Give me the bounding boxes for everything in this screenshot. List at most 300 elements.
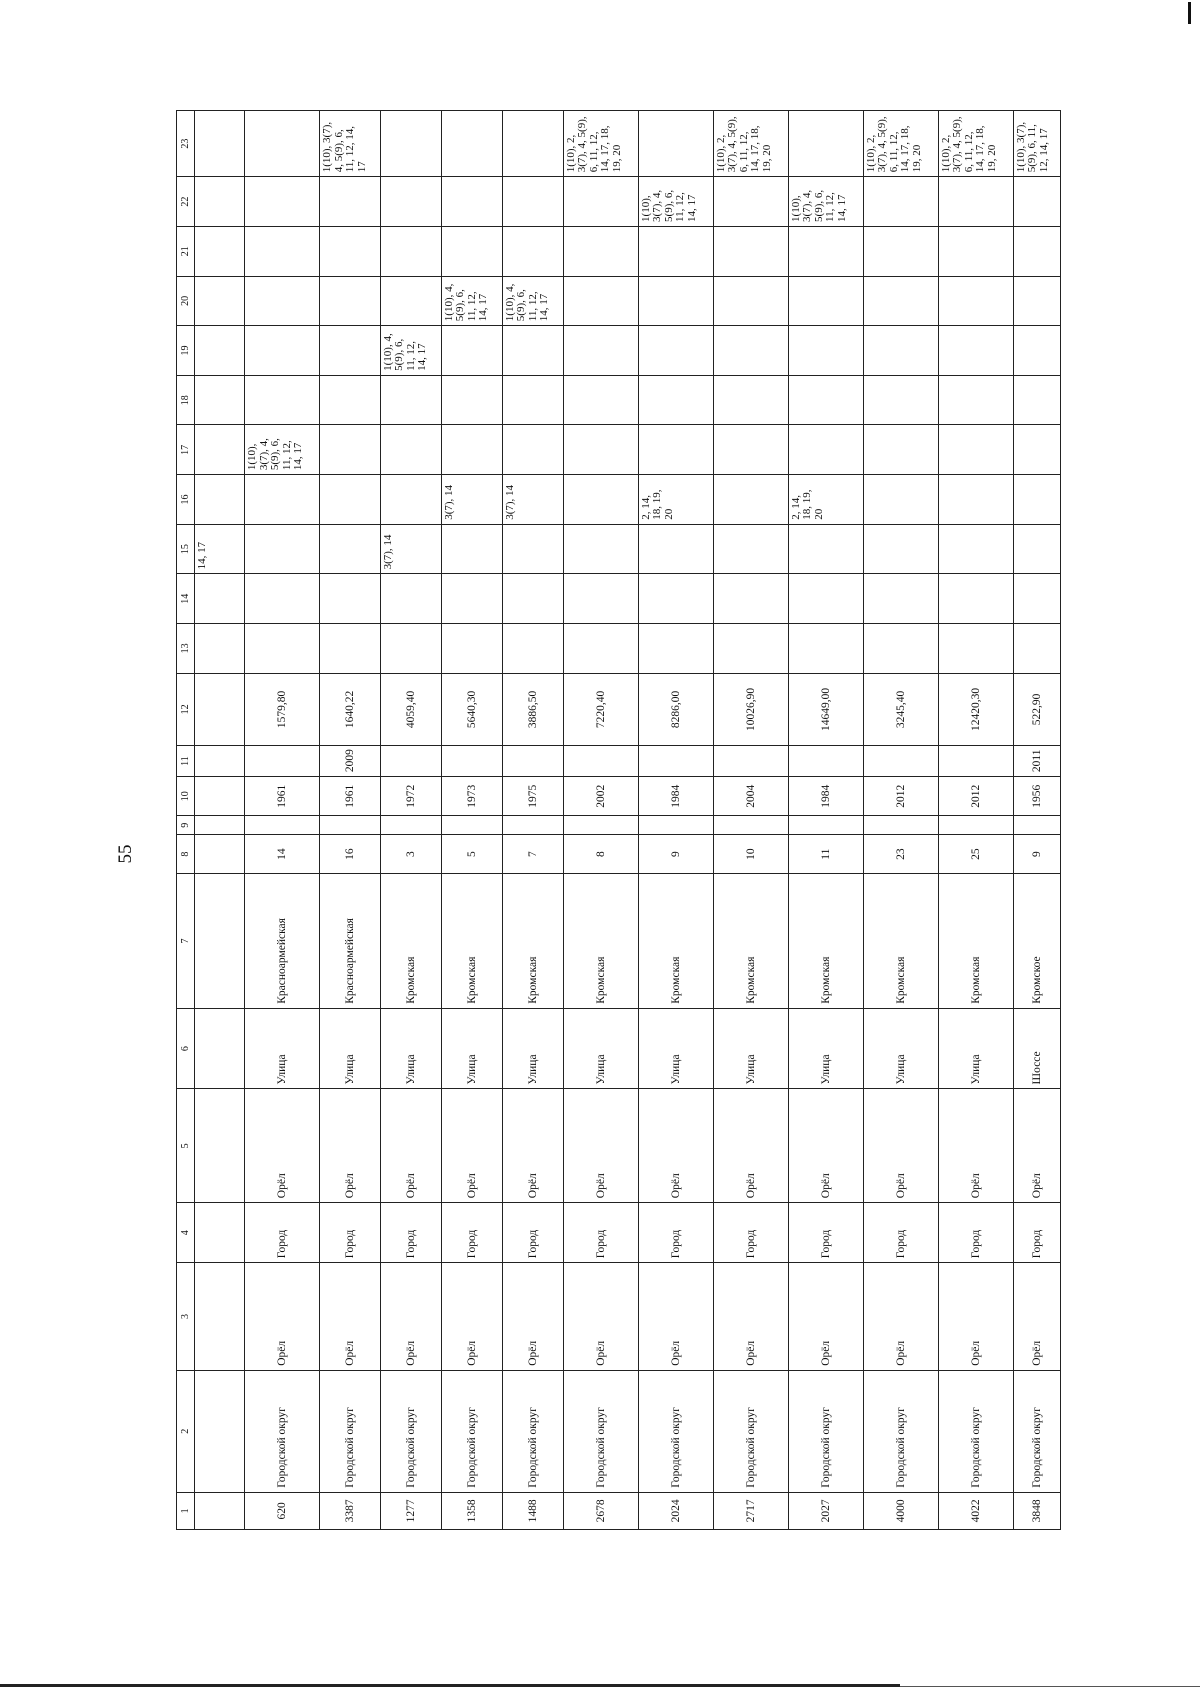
table-cell: 7 bbox=[502, 835, 563, 874]
table-cell: Улица bbox=[938, 1008, 1013, 1089]
table-cell: 1(10), 2, 3(7), 4, 5(9), 6, 11, 12, 14, 17, 18, 19, 20 bbox=[563, 111, 638, 177]
table-cell bbox=[380, 425, 441, 475]
table-cell: Улица bbox=[441, 1008, 502, 1089]
table-cell bbox=[245, 816, 320, 835]
table-cell: Орёл bbox=[863, 1263, 938, 1371]
table-cell: Городской округ bbox=[441, 1370, 502, 1492]
table-cell bbox=[938, 816, 1013, 835]
table-cell: Орёл bbox=[713, 1089, 788, 1203]
table-cell: Орёл bbox=[863, 1089, 938, 1203]
table-cell: 2011 bbox=[1013, 746, 1060, 777]
column-number: 13 bbox=[177, 624, 195, 674]
table-cell bbox=[380, 624, 441, 674]
table-cell: Орёл bbox=[938, 1263, 1013, 1371]
table-cell: Орёл bbox=[563, 1263, 638, 1371]
table-cell: Кромская bbox=[863, 874, 938, 1008]
table-cell: 14, 17 bbox=[195, 524, 245, 574]
table-cell bbox=[713, 276, 788, 326]
table-cell: 1(10), 3(7), 5(9), 6, 11, 12, 14, 17 bbox=[1013, 111, 1060, 177]
table-cell: 1(10), 3(7), 4, 5(9), 6, 11, 12, 14, 17 bbox=[638, 177, 713, 227]
table-cell bbox=[245, 524, 320, 574]
table-cell bbox=[380, 111, 441, 177]
table-cell: Город bbox=[441, 1203, 502, 1263]
table-cell: 4000 bbox=[863, 1492, 938, 1529]
column-number: 4 bbox=[177, 1203, 195, 1263]
table-cell bbox=[788, 574, 863, 624]
table-cell bbox=[638, 624, 713, 674]
table-cell bbox=[195, 816, 245, 835]
table-cell bbox=[320, 276, 381, 326]
table-cell bbox=[320, 425, 381, 475]
table-cell: 1975 bbox=[502, 777, 563, 816]
table-cell bbox=[563, 624, 638, 674]
table-cell: 5640,30 bbox=[441, 673, 502, 745]
bottom-rule bbox=[0, 1684, 900, 1687]
table-cell bbox=[380, 276, 441, 326]
table-cell: Город bbox=[638, 1203, 713, 1263]
table-cell bbox=[195, 475, 245, 525]
table-cell bbox=[638, 746, 713, 777]
table-cell bbox=[563, 425, 638, 475]
table-cell: 25 bbox=[938, 835, 1013, 874]
table-cell: 12420,30 bbox=[938, 673, 1013, 745]
table-cell bbox=[441, 326, 502, 376]
table-cell: 3(7), 14 bbox=[441, 475, 502, 525]
table-cell: Город bbox=[380, 1203, 441, 1263]
column-number: 7 bbox=[177, 874, 195, 1008]
table-cell: 1(10), 4, 5(9), 6, 11, 12, 14, 17 bbox=[502, 276, 563, 326]
table-cell: Орёл bbox=[245, 1263, 320, 1371]
table-cell: 1(10), 4, 5(9), 6, 11, 12, 14, 17 bbox=[380, 326, 441, 376]
table-cell bbox=[380, 226, 441, 276]
table-row bbox=[502, 111, 563, 1530]
table-cell bbox=[788, 326, 863, 376]
table-cell bbox=[938, 475, 1013, 525]
scan-edge-mark bbox=[1188, 2, 1191, 24]
table-cell: Улица bbox=[320, 1008, 381, 1089]
table-row bbox=[1013, 111, 1060, 1530]
table-cell bbox=[245, 375, 320, 425]
column-number: 6 bbox=[177, 1008, 195, 1089]
table-cell bbox=[863, 746, 938, 777]
page-number: 55 bbox=[115, 844, 136, 864]
table-cell bbox=[380, 177, 441, 227]
table-cell: Кромская bbox=[638, 874, 713, 1008]
table-cell bbox=[441, 375, 502, 425]
bottom-rule-thin bbox=[900, 1686, 1200, 1687]
column-number: 23 bbox=[177, 111, 195, 177]
table-cell bbox=[380, 375, 441, 425]
table-cell: 16 bbox=[320, 835, 381, 874]
table-cell bbox=[863, 425, 938, 475]
table-cell: 1(10), 3(7), 4, 5(9), 6, 11, 12, 14, 17 bbox=[320, 111, 381, 177]
table-cell: Кромская bbox=[713, 874, 788, 1008]
column-number: 22 bbox=[177, 177, 195, 227]
table-cell: 1(10), 4, 5(9), 6, 11, 12, 14, 17 bbox=[441, 276, 502, 326]
table-cell: Городской округ bbox=[502, 1370, 563, 1492]
table-cell bbox=[938, 574, 1013, 624]
table-cell bbox=[713, 375, 788, 425]
table-cell bbox=[441, 816, 502, 835]
table-cell: Красноармейская bbox=[245, 874, 320, 1008]
table-cell bbox=[195, 177, 245, 227]
table-cell bbox=[320, 816, 381, 835]
table-cell bbox=[863, 326, 938, 376]
table-cell bbox=[713, 475, 788, 525]
table-cell: Кромская bbox=[938, 874, 1013, 1008]
table-cell: Городской округ bbox=[863, 1370, 938, 1492]
table-row bbox=[938, 111, 1013, 1530]
table-cell bbox=[195, 326, 245, 376]
table-cell: Орёл bbox=[638, 1263, 713, 1371]
table-cell: Орёл bbox=[938, 1089, 1013, 1203]
table-cell bbox=[863, 574, 938, 624]
table-cell bbox=[245, 746, 320, 777]
table-cell: Городской округ bbox=[638, 1370, 713, 1492]
table-cell bbox=[441, 226, 502, 276]
table-cell: 3387 bbox=[320, 1492, 381, 1529]
table-cell bbox=[195, 226, 245, 276]
table-cell: 2002 bbox=[563, 777, 638, 816]
table-cell bbox=[563, 475, 638, 525]
table-cell bbox=[788, 425, 863, 475]
table-cell: 14 bbox=[245, 835, 320, 874]
housing-registry-table bbox=[176, 110, 1061, 1530]
table-cell: Город bbox=[1013, 1203, 1060, 1263]
table-cell: Городской округ bbox=[938, 1370, 1013, 1492]
table-cell bbox=[441, 574, 502, 624]
column-number-row bbox=[177, 111, 195, 1530]
table-cell bbox=[1013, 177, 1060, 227]
column-number: 1 bbox=[177, 1492, 195, 1529]
table-cell: 11 bbox=[788, 835, 863, 874]
table-cell bbox=[195, 673, 245, 745]
table-cell: Городской округ bbox=[788, 1370, 863, 1492]
table-cell bbox=[1013, 574, 1060, 624]
table-cell: 5 bbox=[441, 835, 502, 874]
table-cell bbox=[563, 746, 638, 777]
table-cell: 1961 bbox=[245, 777, 320, 816]
table-cell: Улица bbox=[245, 1008, 320, 1089]
table-cell bbox=[502, 574, 563, 624]
table-cell bbox=[245, 177, 320, 227]
table-cell bbox=[863, 375, 938, 425]
table-cell: 1972 bbox=[380, 777, 441, 816]
table-cell bbox=[563, 226, 638, 276]
table-cell: 2, 14, 18, 19, 20 bbox=[638, 475, 713, 525]
table-cell: 4059,40 bbox=[380, 673, 441, 745]
table-cell: 1358 bbox=[441, 1492, 502, 1529]
table-row bbox=[863, 111, 938, 1530]
table-cell: 2004 bbox=[713, 777, 788, 816]
table-cell bbox=[863, 524, 938, 574]
table-cell: Городской округ bbox=[320, 1370, 381, 1492]
table-cell: Улица bbox=[563, 1008, 638, 1089]
column-number: 5 bbox=[177, 1089, 195, 1203]
table-cell bbox=[788, 816, 863, 835]
table-cell: 1640,22 bbox=[320, 673, 381, 745]
table-cell: 2027 bbox=[788, 1492, 863, 1529]
table-cell: Город bbox=[863, 1203, 938, 1263]
column-number: 9 bbox=[177, 816, 195, 835]
table-cell: 1(10), 2, 3(7), 4, 5(9), 6, 11, 12, 14, 17, 18, 19, 20 bbox=[863, 111, 938, 177]
table-cell bbox=[938, 425, 1013, 475]
table-cell: 1(10), 2, 3(7), 4, 5(9), 6, 11, 12, 14, 17, 18, 19, 20 bbox=[938, 111, 1013, 177]
column-number: 21 bbox=[177, 226, 195, 276]
table-cell bbox=[863, 624, 938, 674]
table-cell: 8 bbox=[563, 835, 638, 874]
table-cell bbox=[320, 624, 381, 674]
table-cell: Орёл bbox=[788, 1263, 863, 1371]
table-cell: 2009 bbox=[320, 746, 381, 777]
table-cell: Орёл bbox=[1013, 1263, 1060, 1371]
table-cell: 1973 bbox=[441, 777, 502, 816]
table-cell: Улица bbox=[863, 1008, 938, 1089]
table-cell bbox=[563, 177, 638, 227]
column-number: 17 bbox=[177, 425, 195, 475]
table-cell bbox=[938, 226, 1013, 276]
table-cell: Городской округ bbox=[245, 1370, 320, 1492]
table-cell bbox=[713, 524, 788, 574]
table-cell bbox=[1013, 425, 1060, 475]
table-cell: Орёл bbox=[441, 1263, 502, 1371]
table-cell: Город bbox=[938, 1203, 1013, 1263]
table-cell: Орёл bbox=[245, 1089, 320, 1203]
table-cell bbox=[320, 226, 381, 276]
table-cell: Городской округ bbox=[563, 1370, 638, 1492]
table-cell: 9 bbox=[638, 835, 713, 874]
table-cell bbox=[1013, 326, 1060, 376]
table-cell bbox=[1013, 624, 1060, 674]
table-cell bbox=[638, 276, 713, 326]
table-cell bbox=[245, 226, 320, 276]
table-cell: Орёл bbox=[320, 1089, 381, 1203]
table-cell bbox=[788, 524, 863, 574]
housing-registry-table-container bbox=[176, 110, 1061, 1530]
table-cell bbox=[788, 111, 863, 177]
table-cell bbox=[320, 177, 381, 227]
table-cell: Орёл bbox=[320, 1263, 381, 1371]
table-cell bbox=[863, 177, 938, 227]
table-cell: 3886,50 bbox=[502, 673, 563, 745]
table-cell: 8286,00 bbox=[638, 673, 713, 745]
table-cell bbox=[502, 326, 563, 376]
table-cell bbox=[380, 475, 441, 525]
table-cell bbox=[638, 574, 713, 624]
table-cell: Улица bbox=[713, 1008, 788, 1089]
column-number: 14 bbox=[177, 574, 195, 624]
table-cell: Орёл bbox=[502, 1089, 563, 1203]
table-cell bbox=[863, 276, 938, 326]
table-cell: 1277 bbox=[380, 1492, 441, 1529]
table-cell: Кромская bbox=[380, 874, 441, 1008]
table-cell: Орёл bbox=[563, 1089, 638, 1203]
table-cell: 1984 bbox=[788, 777, 863, 816]
table-cell bbox=[638, 425, 713, 475]
table-cell: Орёл bbox=[380, 1263, 441, 1371]
column-number: 8 bbox=[177, 835, 195, 874]
table-cell bbox=[563, 816, 638, 835]
table-cell: Орёл bbox=[713, 1263, 788, 1371]
table-cell: Город bbox=[713, 1203, 788, 1263]
table-cell bbox=[195, 835, 245, 874]
table-cell bbox=[502, 816, 563, 835]
table-cell bbox=[1013, 816, 1060, 835]
table-cell: Город bbox=[320, 1203, 381, 1263]
column-number: 2 bbox=[177, 1370, 195, 1492]
table-cell bbox=[195, 574, 245, 624]
table-cell bbox=[713, 816, 788, 835]
table-cell bbox=[788, 375, 863, 425]
table-cell bbox=[788, 746, 863, 777]
table-cell bbox=[320, 375, 381, 425]
table-cell: Кромская bbox=[441, 874, 502, 1008]
table-cell: 620 bbox=[245, 1492, 320, 1529]
table-row bbox=[563, 111, 638, 1530]
table-cell bbox=[863, 816, 938, 835]
table-cell bbox=[638, 326, 713, 376]
table-cell bbox=[863, 226, 938, 276]
table-cell bbox=[441, 524, 502, 574]
table-cell: Город bbox=[245, 1203, 320, 1263]
table-cell bbox=[245, 475, 320, 525]
table-cell: Улица bbox=[638, 1008, 713, 1089]
table-cell: 1579,80 bbox=[245, 673, 320, 745]
table-cell bbox=[195, 777, 245, 816]
table-cell: Улица bbox=[788, 1008, 863, 1089]
table-cell: 2012 bbox=[938, 777, 1013, 816]
table-cell bbox=[195, 1492, 245, 1529]
table-cell bbox=[195, 425, 245, 475]
table-cell: 2012 bbox=[863, 777, 938, 816]
table-cell bbox=[563, 524, 638, 574]
table-cell: 522,90 bbox=[1013, 673, 1060, 745]
table-cell bbox=[380, 816, 441, 835]
table-cell bbox=[863, 475, 938, 525]
table-cell: 3848 bbox=[1013, 1492, 1060, 1529]
table-cell bbox=[245, 276, 320, 326]
table-cell: Городской округ bbox=[380, 1370, 441, 1492]
table-cell: 2717 bbox=[713, 1492, 788, 1529]
table-cell bbox=[563, 326, 638, 376]
table-cell: 1956 bbox=[1013, 777, 1060, 816]
table-row bbox=[788, 111, 863, 1530]
table-cell bbox=[195, 1203, 245, 1263]
table-cell bbox=[713, 177, 788, 227]
table-cell bbox=[938, 326, 1013, 376]
table-cell bbox=[1013, 375, 1060, 425]
table-cell: 1961 bbox=[320, 777, 381, 816]
table-cell bbox=[713, 574, 788, 624]
table-cell: 1(10), 2, 3(7), 4, 5(9), 6, 11, 12, 14, 17, 18, 19, 20 bbox=[713, 111, 788, 177]
table-row bbox=[380, 111, 441, 1530]
table-cell bbox=[788, 226, 863, 276]
table-cell bbox=[195, 276, 245, 326]
table-cell bbox=[713, 746, 788, 777]
table-cell: 3 bbox=[380, 835, 441, 874]
table-cell: 4022 bbox=[938, 1492, 1013, 1529]
table-cell bbox=[320, 574, 381, 624]
table-cell: 1984 bbox=[638, 777, 713, 816]
table-cell: Орёл bbox=[638, 1089, 713, 1203]
table-cell bbox=[1013, 475, 1060, 525]
table-cell: 3245,40 bbox=[863, 673, 938, 745]
table-cell bbox=[195, 1089, 245, 1203]
table-cell bbox=[938, 746, 1013, 777]
table-cell bbox=[638, 524, 713, 574]
table-cell bbox=[380, 746, 441, 777]
table-cell bbox=[502, 624, 563, 674]
column-number: 20 bbox=[177, 276, 195, 326]
table-cell bbox=[195, 111, 245, 177]
column-number: 12 bbox=[177, 673, 195, 745]
column-number: 19 bbox=[177, 326, 195, 376]
table-cell bbox=[195, 624, 245, 674]
table-cell bbox=[788, 624, 863, 674]
table-cell: Орёл bbox=[380, 1089, 441, 1203]
table-cell: Улица bbox=[502, 1008, 563, 1089]
table-cell bbox=[502, 425, 563, 475]
table-cell: Городской округ bbox=[1013, 1370, 1060, 1492]
table-cell: 14649,00 bbox=[788, 673, 863, 745]
table-cell: 3(7), 14 bbox=[380, 524, 441, 574]
table-cell bbox=[380, 574, 441, 624]
table-cell bbox=[1013, 276, 1060, 326]
table-cell bbox=[502, 746, 563, 777]
table-cell: 2024 bbox=[638, 1492, 713, 1529]
table-cell bbox=[245, 326, 320, 376]
table-cell bbox=[195, 874, 245, 1008]
table-cell bbox=[502, 226, 563, 276]
table-cell bbox=[502, 375, 563, 425]
table-cell bbox=[441, 177, 502, 227]
table-row bbox=[638, 111, 713, 1530]
table-cell bbox=[938, 276, 1013, 326]
table-cell: Город bbox=[563, 1203, 638, 1263]
table-cell: Орёл bbox=[1013, 1089, 1060, 1203]
table-cell bbox=[441, 624, 502, 674]
table-cell bbox=[563, 276, 638, 326]
column-number: 18 bbox=[177, 375, 195, 425]
table-cell bbox=[638, 111, 713, 177]
table-cell bbox=[938, 524, 1013, 574]
column-number: 16 bbox=[177, 475, 195, 525]
table-cell: Красноармейская bbox=[320, 874, 381, 1008]
table-row bbox=[441, 111, 502, 1530]
table-cell bbox=[245, 624, 320, 674]
table-row bbox=[320, 111, 381, 1530]
table-cell: Орёл bbox=[441, 1089, 502, 1203]
table-cell bbox=[320, 326, 381, 376]
table-cell bbox=[245, 111, 320, 177]
column-number: 3 bbox=[177, 1263, 195, 1371]
table-cell bbox=[713, 624, 788, 674]
column-number: 11 bbox=[177, 746, 195, 777]
table-cell: 1(10), 3(7), 4, 5(9), 6, 11, 12, 14, 17 bbox=[788, 177, 863, 227]
table-cell bbox=[563, 375, 638, 425]
table-cell bbox=[441, 425, 502, 475]
table-cell: 2, 14, 18, 19, 20 bbox=[788, 475, 863, 525]
table-row bbox=[713, 111, 788, 1530]
table-cell: Город bbox=[502, 1203, 563, 1263]
table-cell bbox=[713, 425, 788, 475]
table-cell bbox=[320, 524, 381, 574]
table-cell bbox=[195, 1370, 245, 1492]
table-cell bbox=[502, 111, 563, 177]
column-number: 10 bbox=[177, 777, 195, 816]
table-cell bbox=[938, 624, 1013, 674]
table-cell bbox=[502, 524, 563, 574]
